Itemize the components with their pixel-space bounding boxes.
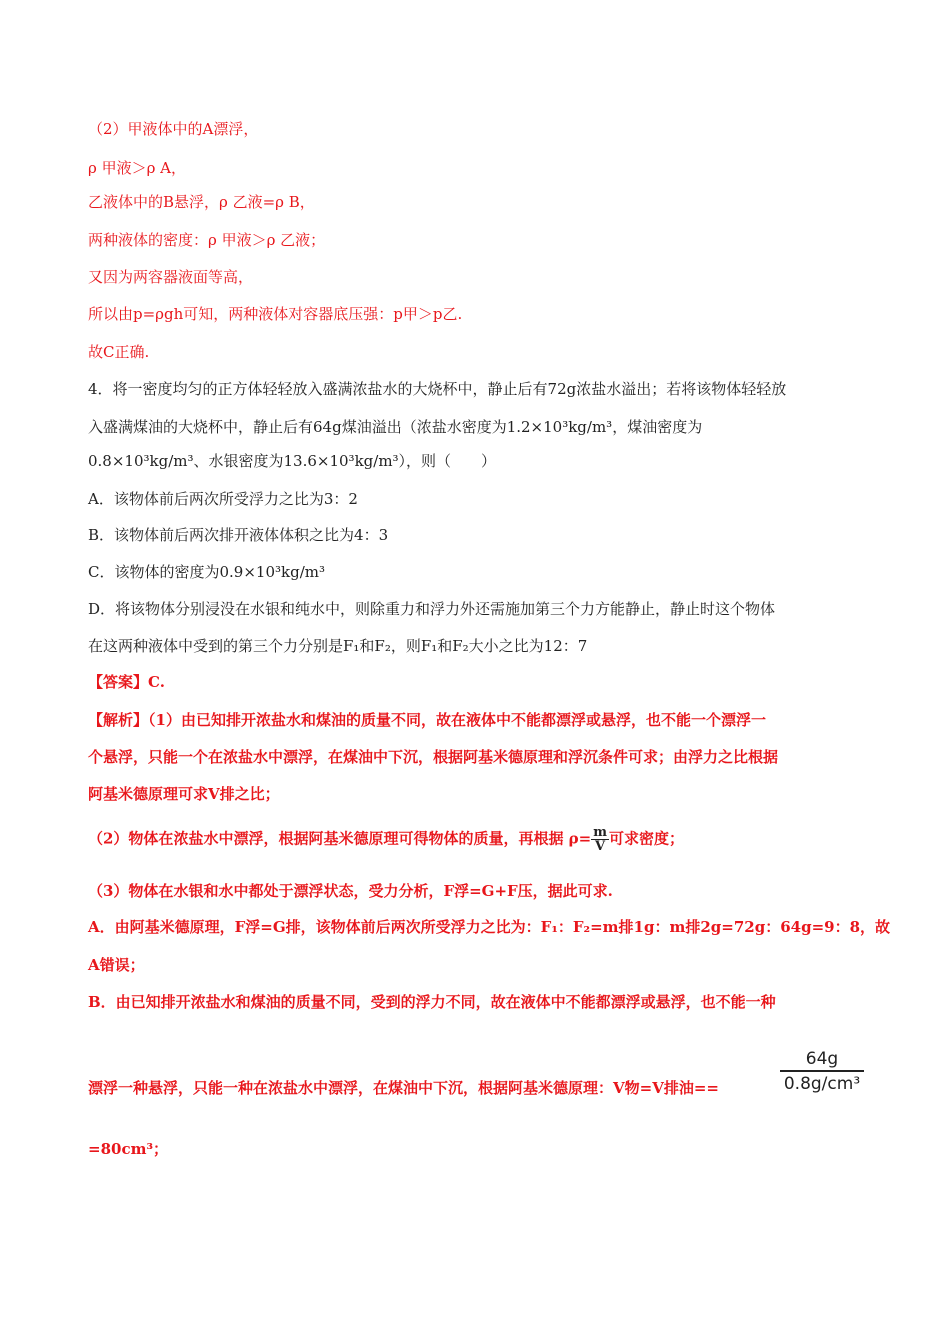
fraction-denominator: V bbox=[595, 839, 606, 854]
option-b: B．该物体前后两次排开液体体积之比为4：3 bbox=[88, 526, 389, 544]
analysis-line: 个悬浮，只能一个在浓盐水中漂浮，在煤油中下沉，根据阿基米德原理和浮沉条件可求；由浮力之比根据 bbox=[88, 748, 779, 766]
answer-tag: 【答案】 bbox=[88, 673, 149, 691]
conclusion-line: 故C正确. bbox=[88, 343, 150, 361]
question-stem: 4．将一密度均匀的正方体轻轻放入盛满浓盐水的大烧杯中，静止后有72g浓盐水溢出；若将该物体轻轻放 bbox=[88, 380, 787, 398]
volume-fraction bbox=[780, 1048, 864, 1096]
question-stem: 入盛满煤油的大烧杯中，静止后有64g煤油溢出（浓盐水密度为1.2×10³kg/m³，煤油密度为 bbox=[88, 418, 703, 436]
analysis-line: 又因为两容器液面等高， bbox=[88, 268, 254, 286]
analysis-line: 漂浮一种悬浮，只能一种在浓盐水中漂浮，在煤油中下沉，根据阿基米德原理：V物=V排油== bbox=[88, 1079, 719, 1097]
analysis-line: B．由已知排开浓盐水和煤油的质量不同，受到的浮力不同，故在液体中不能都漂浮或悬浮，也不能一种 bbox=[88, 993, 776, 1011]
answer-line bbox=[88, 671, 165, 693]
fraction-denominator: 0.8g/cm³ bbox=[783, 1074, 861, 1094]
analysis-line bbox=[88, 826, 684, 853]
analysis-line: =80cm³； bbox=[88, 1140, 169, 1158]
analysis-line: 所以由p=ρgh可知，两种液体对容器底压强：p甲＞p乙. bbox=[88, 305, 463, 323]
analysis-text: （1）由已知排开浓盐水和煤油的质量不同，故在液体中不能都漂浮或悬浮，也不能一个漂浮一 bbox=[148, 711, 766, 729]
fraction-numerator: 64g bbox=[780, 1048, 864, 1072]
analysis-text: （2）物体在浓盐水中漂浮，根据阿基米德原理可得物体的质量，再根据 ρ= bbox=[88, 829, 592, 848]
analysis-line: A错误； bbox=[88, 956, 145, 974]
analysis-line: ρ 甲液＞ρ A， bbox=[88, 159, 187, 177]
option-a: A．该物体前后两次所受浮力之比为3：2 bbox=[88, 490, 358, 508]
question-stem: 0.8×10³kg/m³、水银密度为13.6×10³kg/m³），则（ ） bbox=[88, 452, 497, 470]
option-d: D．将该物体分别浸没在水银和纯水中，则除重力和浮力外还需施加第三个力方能静止，静止时这个物体 bbox=[88, 600, 776, 618]
option-d: 在这两种液体中受到的第三个力分别是F₁和F₂，则F₁和F₂大小之比为12：7 bbox=[88, 637, 588, 655]
option-c: C．该物体的密度为0.9×10³kg/m³ bbox=[88, 563, 325, 581]
analysis-line bbox=[88, 709, 766, 731]
analysis-text: 可求密度； bbox=[608, 829, 684, 848]
analysis-line: 阿基米德原理可求V排之比； bbox=[88, 785, 280, 803]
analysis-line: （2）甲液体中的A漂浮， bbox=[88, 120, 259, 138]
analysis-line: 乙液体中的B悬浮，ρ 乙液=ρ B， bbox=[88, 193, 315, 211]
analysis-line: （3）物体在水银和水中都处于漂浮状态，受力分析，F浮=G+F压，据此可求. bbox=[88, 882, 613, 900]
fraction-numerator: m bbox=[593, 825, 607, 840]
answer-value: C. bbox=[148, 673, 165, 691]
analysis-tag: 【解析】 bbox=[88, 711, 149, 729]
analysis-line: 两种液体的密度：ρ 甲液＞ρ 乙液； bbox=[88, 231, 326, 249]
density-formula bbox=[591, 826, 609, 853]
analysis-line: A．由阿基米德原理，F浮=G排，该物体前后两次所受浮力之比为：F₁：F₂=m排1g：m排2g=72g：64g=9：8，故 bbox=[88, 918, 891, 936]
